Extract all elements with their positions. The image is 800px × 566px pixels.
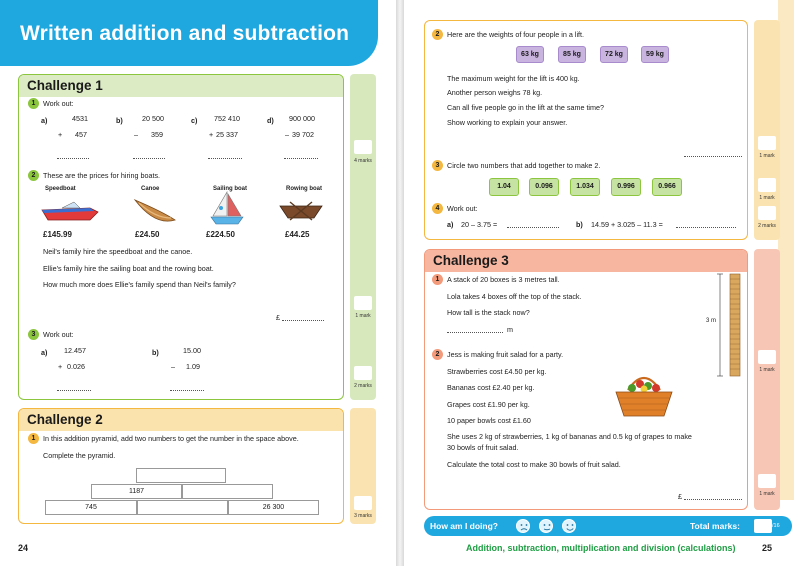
question-number: 3 <box>432 160 443 171</box>
marks-label: 4 marks <box>354 158 372 164</box>
sum-operator: – <box>134 130 138 139</box>
sum-operator: – <box>285 130 289 139</box>
boat-price: £145.99 <box>43 230 72 239</box>
question-prompt: Here are the weights of four people in a lift. <box>447 30 585 39</box>
question-text: Complete the pyramid. <box>43 451 116 460</box>
pyramid-cell[interactable]: 26 300 <box>228 500 319 515</box>
question-text: In this addition pyramid, add two numbers to get the number in the space above. <box>43 434 299 443</box>
weight-chip: 59 kg <box>641 46 669 63</box>
page-number: 25 <box>762 543 773 553</box>
question-text: How much more does Ellie's family spend than Neil's family? <box>43 280 236 289</box>
number-chip[interactable]: 0.096 <box>529 178 559 196</box>
marks-label: 2 marks <box>354 383 372 389</box>
answer-line[interactable] <box>684 156 742 157</box>
footer-title: Addition, subtraction, multiplication and division (calculations) <box>466 543 736 553</box>
challenge-1-heading: Challenge 1 <box>27 78 103 93</box>
total-marks-label: Total marks: <box>690 521 740 531</box>
canoe-icon <box>133 196 177 224</box>
question-prompt: Work out: <box>43 330 74 339</box>
sum-operator: + <box>58 362 63 371</box>
challenge-2-heading: Challenge 2 <box>27 412 103 427</box>
part-label: a) <box>41 348 48 357</box>
right-edge-strip <box>778 0 794 500</box>
sum-top: 12.457 <box>64 346 86 355</box>
mark-box[interactable] <box>354 140 372 154</box>
sum-top: 20 500 <box>142 114 164 123</box>
answer-prefix: £ <box>678 492 682 501</box>
answer-line[interactable] <box>208 158 242 159</box>
challenge-1-header <box>19 75 343 97</box>
question-prompt: Work out: <box>43 99 74 108</box>
title-banner <box>0 0 378 66</box>
number-chip[interactable]: 0.996 <box>611 178 641 196</box>
part-label: b) <box>152 348 159 357</box>
challenge-3-header <box>425 250 747 272</box>
question-text: Show working to explain your answer. <box>447 118 568 127</box>
number-chip[interactable]: 1.034 <box>570 178 600 196</box>
question-text: Jess is making fruit salad for a party. <box>447 350 564 359</box>
part-label: a) <box>447 220 454 229</box>
mark-box[interactable] <box>758 178 776 192</box>
left-page <box>0 0 396 566</box>
total-marks-box[interactable] <box>754 519 772 533</box>
question-text: 30 bowls of fruit salad. <box>447 443 519 452</box>
question-prompt: Work out: <box>447 204 478 213</box>
question-text: Ellie's family hire the sailing boat and the rowing boat. <box>43 264 214 273</box>
question-text: Bananas cost £2.40 per kg. <box>447 383 535 392</box>
expression: 14.59 + 3.025 – 11.3 = <box>591 220 663 229</box>
question-text: Another person weighs 78 kg. <box>447 88 543 97</box>
answer-line[interactable] <box>676 227 736 228</box>
part-label: b) <box>116 116 123 125</box>
smiley-happy-icon[interactable] <box>562 519 576 533</box>
marks-label: 1 mark <box>759 491 775 497</box>
mark-box[interactable] <box>354 296 372 310</box>
boat-name: Speedboat <box>45 186 76 192</box>
sum-top: 900 000 <box>289 114 315 123</box>
smiley-sad-icon[interactable] <box>516 519 530 533</box>
question-text: The maximum weight for the lift is 400 kg. <box>447 74 580 83</box>
part-label: a) <box>41 116 48 125</box>
pyramid-cell[interactable] <box>136 468 226 483</box>
question-number: 1 <box>28 433 39 444</box>
boat-name: Sailing boat <box>213 186 248 192</box>
part-label: c) <box>191 116 198 125</box>
fruit-basket-icon <box>612 372 676 420</box>
sum-operator: – <box>171 362 175 371</box>
rowing-boat-icon <box>278 198 324 222</box>
weight-chip: 72 kg <box>600 46 628 63</box>
question-number: 1 <box>432 274 443 285</box>
question-text: Lola takes 4 boxes off the top of the stack. <box>447 292 582 301</box>
sum-operator: + <box>209 130 214 139</box>
answer-line[interactable] <box>57 390 91 391</box>
question-text: 10 paper bowls cost £1.60 <box>447 416 531 425</box>
question-number: 4 <box>432 203 443 214</box>
book-gutter <box>396 0 404 566</box>
total-marks-suffix: /16 <box>772 523 780 529</box>
marks-label: 1 mark <box>759 153 775 159</box>
question-text: She uses 2 kg of strawberries, 1 kg of bananas and 0.5 kg of grapes to make <box>447 432 692 441</box>
answer-line[interactable] <box>282 320 324 321</box>
boat-name: Rowing boat <box>286 186 322 192</box>
number-chip[interactable]: 1.04 <box>489 178 519 196</box>
pyramid-cell[interactable] <box>137 500 228 515</box>
boat-price: £44.25 <box>285 230 310 239</box>
answer-line[interactable] <box>284 158 318 159</box>
question-prompt: Circle two numbers that add together to make 2. <box>447 161 601 170</box>
question-text: Neil's family hire the speedboat and the canoe. <box>43 247 193 256</box>
question-number: 2 <box>432 29 443 40</box>
challenge-3-box <box>424 249 748 510</box>
pyramid-cell[interactable]: 745 <box>45 500 137 515</box>
weight-chip: 85 kg <box>558 46 586 63</box>
boat-price: £24.50 <box>135 230 160 239</box>
answer-line[interactable] <box>170 390 204 391</box>
answer-line[interactable] <box>447 332 503 333</box>
sum-operator: + <box>58 130 63 139</box>
marks-label: 3 marks <box>354 513 372 519</box>
marks-label: 2 marks <box>758 223 776 229</box>
pyramid-cell[interactable] <box>182 484 273 499</box>
question-text: Calculate the total cost to make 30 bowls of fruit salad. <box>447 460 621 469</box>
page-number: 24 <box>18 543 29 553</box>
sum-bottom: 359 <box>151 130 163 139</box>
sum-top: 15.00 <box>183 346 201 355</box>
sum-bottom: 39 702 <box>292 130 314 139</box>
part-label: b) <box>576 220 583 229</box>
mark-box[interactable] <box>758 474 776 488</box>
marks-label: 1 mark <box>759 195 775 201</box>
page-title: Written addition and subtraction <box>20 22 350 45</box>
question-number: 2 <box>28 170 39 181</box>
answer-line[interactable] <box>684 499 742 500</box>
sum-bottom: 1.09 <box>186 362 200 371</box>
how-am-i-doing-label: How am I doing? <box>430 521 498 531</box>
challenge-3-heading: Challenge 3 <box>433 253 509 268</box>
question-text: How tall is the stack now? <box>447 308 530 317</box>
answer-unit: m <box>507 325 513 334</box>
marks-label: 1 mark <box>759 367 775 373</box>
question-text: Strawberries cost £4.50 per kg. <box>447 367 547 376</box>
stack-height-label: 3 m <box>706 318 717 324</box>
question-text: A stack of 20 boxes is 3 metres tall. <box>447 275 560 284</box>
mark-box[interactable] <box>758 350 776 364</box>
challenge-2-header <box>19 409 343 431</box>
question-number: 2 <box>432 349 443 360</box>
question-number: 3 <box>28 329 39 340</box>
number-chip[interactable]: 0.966 <box>652 178 682 196</box>
speedboat-icon <box>40 198 100 224</box>
pyramid-cell[interactable]: 1187 <box>91 484 182 499</box>
sailing-boat-icon <box>207 190 247 226</box>
sum-bottom: 0.026 <box>67 362 85 371</box>
sum-bottom: 25 337 <box>216 130 238 139</box>
mark-box[interactable] <box>354 496 372 510</box>
question-text: Grapes cost £1.90 per kg. <box>447 400 530 409</box>
boat-price: £224.50 <box>206 230 235 239</box>
mark-box[interactable] <box>758 136 776 150</box>
sum-top: 4531 <box>72 114 88 123</box>
part-label: d) <box>267 116 274 125</box>
sum-bottom: 457 <box>75 130 87 139</box>
question-prompt: These are the prices for hiring boats. <box>43 171 161 180</box>
answer-line[interactable] <box>507 227 559 228</box>
weight-chip: 63 kg <box>516 46 544 63</box>
question-number: 1 <box>28 98 39 109</box>
box-stack-icon <box>714 272 744 378</box>
smiley-ok-icon[interactable] <box>539 519 553 533</box>
answer-line[interactable] <box>133 158 165 159</box>
answer-prefix: £ <box>276 313 280 322</box>
mark-box[interactable] <box>354 366 372 380</box>
mark-box[interactable] <box>758 206 776 220</box>
marks-label: 1 mark <box>355 313 371 319</box>
answer-line[interactable] <box>57 158 89 159</box>
boat-name: Canoe <box>141 186 160 192</box>
challenge-3-marks-strip <box>754 249 780 510</box>
question-text: Can all five people go in the lift at the same time? <box>447 103 605 112</box>
expression: 20 – 3.75 = <box>461 220 498 229</box>
sum-top: 752 410 <box>214 114 240 123</box>
challenge-1-marks-strip <box>350 74 376 400</box>
